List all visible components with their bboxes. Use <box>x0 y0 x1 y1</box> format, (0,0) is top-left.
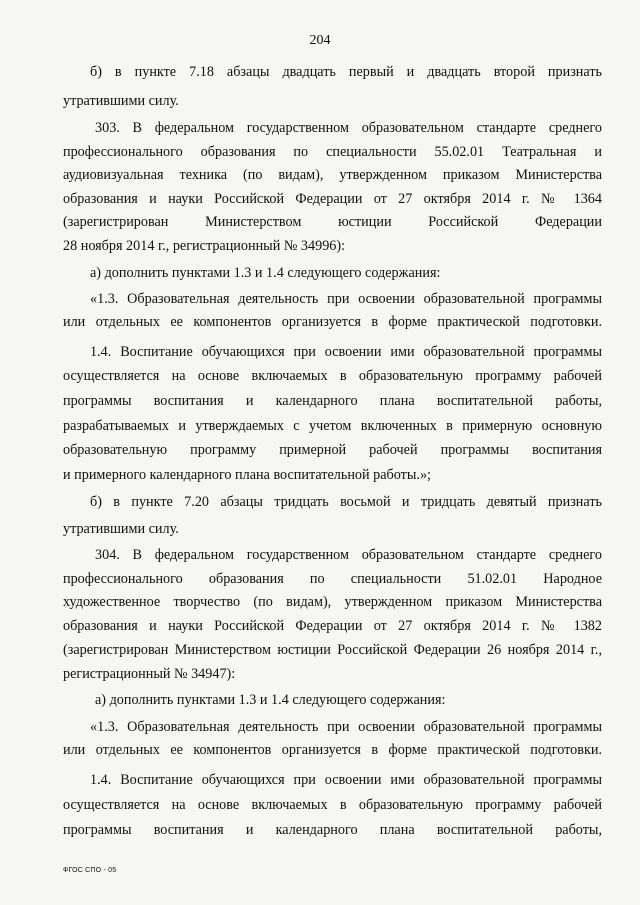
text-line: а) дополнить пунктами 1.3 и 1.4 следующего содержания: <box>95 692 446 708</box>
text-line: 28 ноября 2014 г., регистрационный № 34996): <box>63 238 346 254</box>
text-line: или отдельных ее компонентов организуется в форме практической подготовки. <box>63 742 602 758</box>
text-line: 304. В федеральном государственном образовательном стандарте среднего <box>95 547 602 563</box>
text-line: осуществляется на основе включаемых в образовательную программу рабочей <box>63 368 602 384</box>
text-line: разрабатываемых и утверждаемых с учетом включенных в примерную основную <box>63 418 602 434</box>
text-line: утратившими силу. <box>63 93 179 109</box>
text-line: (зарегистрирован Министерством юстиции Российской Федерации <box>63 214 602 230</box>
text-line: «1.3. Образовательная деятельность при освоении образовательной программы <box>90 719 602 735</box>
text-line: образовательную программу примерной рабочей программы воспитания <box>63 442 602 458</box>
text-line: осуществляется на основе включаемых в образовательную программу рабочей <box>63 797 602 813</box>
text-line: 1.4. Воспитание обучающихся при освоении ими образовательной программы <box>90 772 602 788</box>
text-line: программы воспитания и календарного плана воспитательной работы, <box>63 393 602 409</box>
text-line: аудиовизуальная техника (по видам), утвержденном приказом Министерства <box>63 167 602 183</box>
text-line: 1.4. Воспитание обучающихся при освоении ими образовательной программы <box>90 344 602 360</box>
text-line: 303. В федеральном государственном образовательном стандарте среднего <box>95 120 602 136</box>
text-line: образования и науки Российской Федерации от 27 октября 2014 г. № 1364 <box>63 191 602 207</box>
text-line: утратившими силу. <box>63 521 179 537</box>
text-line: программы воспитания и календарного плана воспитательной работы, <box>63 822 602 838</box>
text-line: и примерного календарного плана воспитательной работы.»; <box>63 467 431 483</box>
text-line: профессионального образования по специальности 55.02.01 Театральная и <box>63 144 602 160</box>
page-number: 204 <box>309 33 331 48</box>
text-line: или отдельных ее компонентов организуется в форме практической подготовки. <box>63 314 602 330</box>
text-line: а) дополнить пунктами 1.3 и 1.4 следующего содержания: <box>90 265 441 281</box>
text-line: образования и науки Российской Федерации от 27 октября 2014 г. № 1382 <box>63 618 602 634</box>
text-line: художественное творчество (по видам), утвержденном приказом Министерства <box>63 594 602 610</box>
text-line: б) в пункте 7.18 абзацы двадцать первый и двадцать второй признать <box>90 64 602 80</box>
text-line: регистрационный № 34947): <box>63 666 236 682</box>
footer-label: ФГОС СПО - 05 <box>63 867 117 874</box>
text-line: б) в пункте 7.20 абзацы тридцать восьмой и тридцать девятый признать <box>90 494 602 510</box>
text-line: (зарегистрирован Министерством юстиции Российской Федерации 26 ноября 2014 г., <box>63 642 602 658</box>
text-line: «1.3. Образовательная деятельность при освоении образовательной программы <box>90 291 602 307</box>
text-line: профессионального образования по специальности 51.02.01 Народное <box>63 571 602 587</box>
